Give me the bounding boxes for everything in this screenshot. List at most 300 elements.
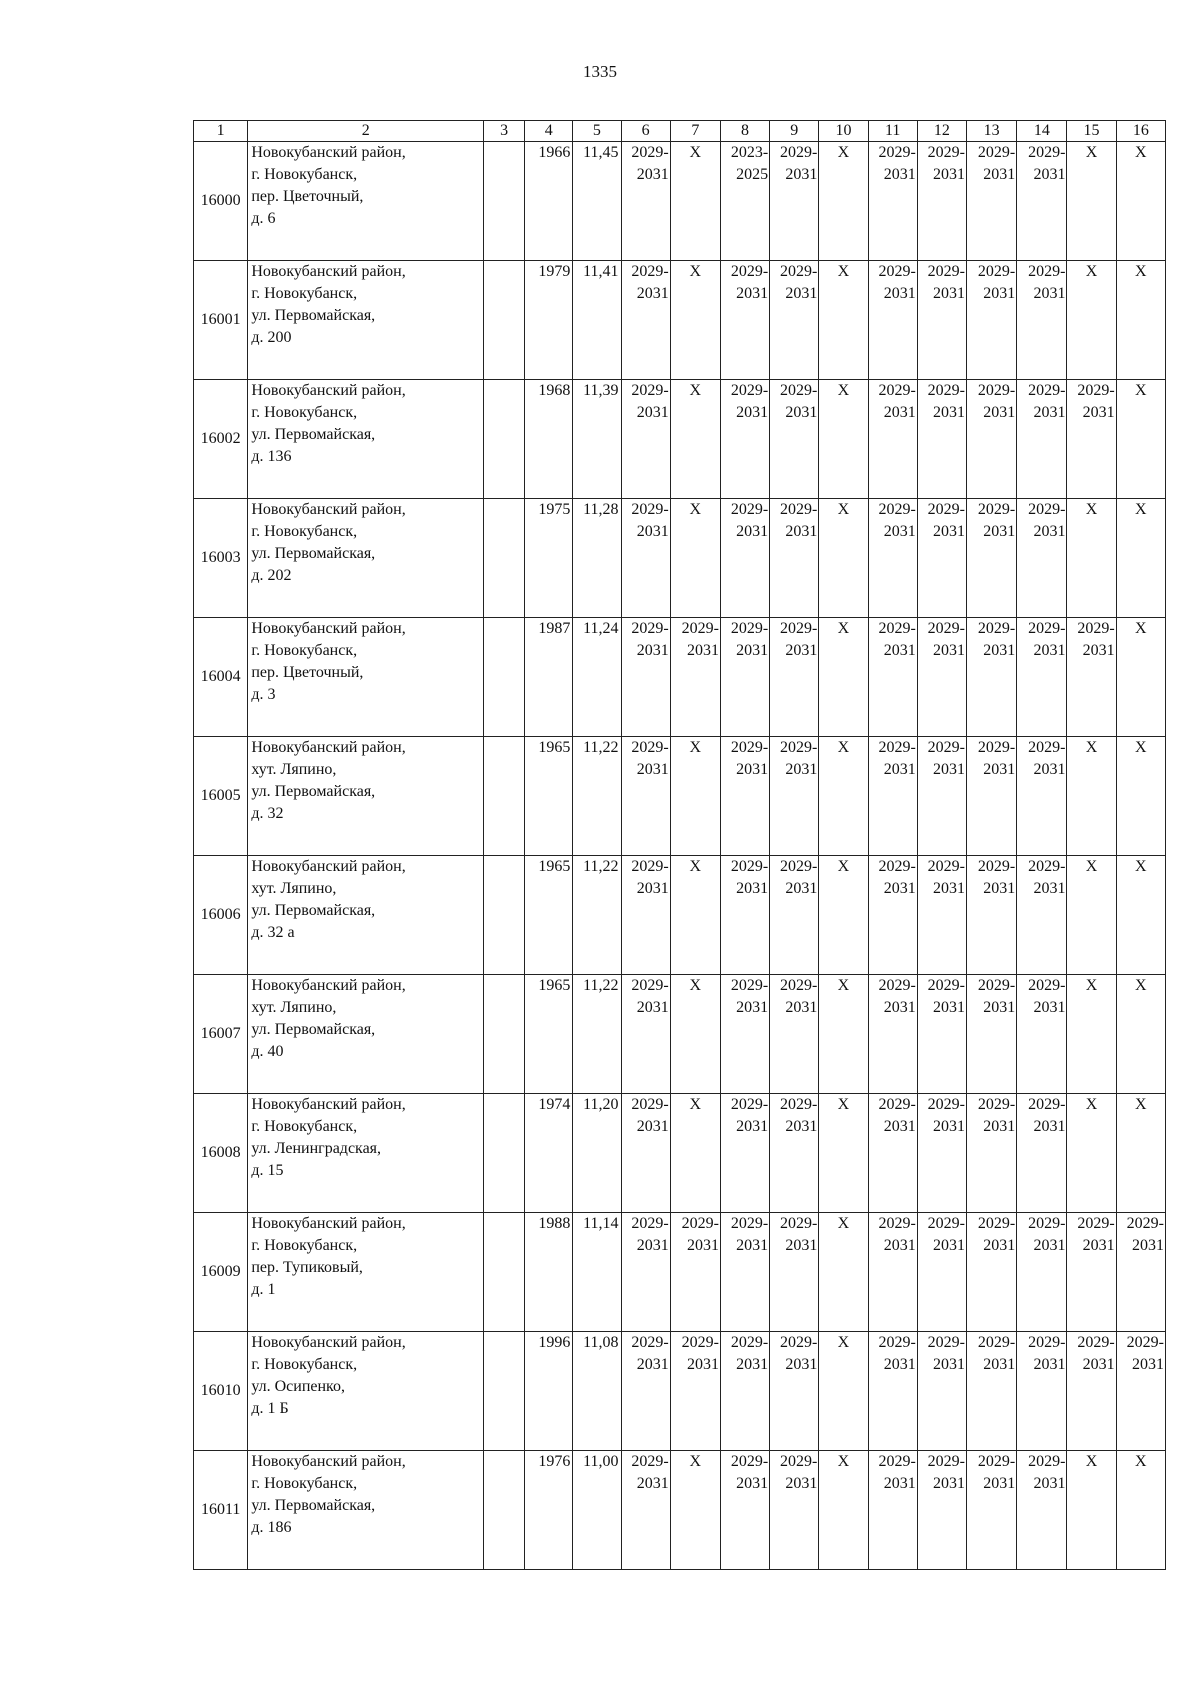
period-start: 2029- bbox=[780, 1453, 818, 1470]
period-cell-c10 bbox=[819, 1213, 868, 1332]
period-end: 2031 bbox=[686, 642, 719, 659]
period-start: 2029- bbox=[780, 1334, 818, 1351]
record-number-cell: 16008 bbox=[194, 1094, 248, 1213]
period-end: 2031 bbox=[983, 1475, 1016, 1492]
period-start: 2029- bbox=[878, 501, 916, 518]
value-cell: 11,28 bbox=[573, 499, 621, 618]
period-start: 2029- bbox=[1028, 1215, 1066, 1232]
period-cell-c14 bbox=[1017, 618, 1067, 737]
period-end: 2031 bbox=[932, 642, 965, 659]
column-3-cell bbox=[484, 975, 525, 1094]
period-cell-c12 bbox=[917, 1332, 966, 1451]
not-applicable-mark: X bbox=[1135, 858, 1147, 875]
address-line: г. Новокубанск, bbox=[251, 1475, 358, 1492]
period-cell-c11 bbox=[868, 1213, 917, 1332]
period-cell-c12 bbox=[917, 1213, 966, 1332]
period-start: 2029- bbox=[730, 977, 769, 994]
column-3-cell bbox=[484, 1094, 525, 1213]
period-end: 2031 bbox=[983, 523, 1016, 540]
value-cell: 11,22 bbox=[573, 737, 621, 856]
period-cell-c6 bbox=[621, 618, 670, 737]
address-line: пер. Цветочный, bbox=[251, 664, 364, 681]
address-line: Новокубанский район, bbox=[251, 977, 406, 994]
period-end: 2031 bbox=[932, 999, 965, 1016]
period-start: 2029- bbox=[681, 1215, 719, 1232]
period-start: 2029- bbox=[927, 977, 965, 994]
period-start: 2029- bbox=[927, 382, 965, 399]
period-cell-c15 bbox=[1067, 499, 1116, 618]
period-cell-c9 bbox=[770, 856, 819, 975]
address-cell bbox=[248, 261, 484, 380]
period-cell-c15 bbox=[1067, 380, 1116, 499]
period-cell-c10 bbox=[819, 261, 868, 380]
period-cell-c10 bbox=[819, 142, 868, 261]
address-line: пер. Цветочный, bbox=[251, 188, 364, 205]
period-start: 2029- bbox=[878, 1215, 916, 1232]
value-cell: 11,41 bbox=[573, 261, 621, 380]
period-end: 2031 bbox=[883, 880, 916, 897]
period-cell-c6 bbox=[621, 1094, 670, 1213]
period-end: 2031 bbox=[686, 1356, 719, 1373]
not-applicable-mark: X bbox=[1135, 1096, 1147, 1113]
column-number-cell: 2 bbox=[248, 121, 484, 142]
period-cell-c13 bbox=[966, 737, 1016, 856]
period-start: 2029- bbox=[681, 1334, 719, 1351]
address-line: Новокубанский район, bbox=[251, 1453, 406, 1470]
period-cell-c13 bbox=[966, 1213, 1016, 1332]
period-end: 2025 bbox=[736, 166, 769, 183]
period-cell-c6 bbox=[621, 499, 670, 618]
period-end: 2031 bbox=[636, 761, 669, 778]
column-number-cell: 16 bbox=[1116, 121, 1165, 142]
address-line: хут. Ляпино, bbox=[251, 999, 337, 1016]
address-line: д. 1 bbox=[251, 1281, 276, 1298]
period-cell-c8 bbox=[720, 380, 769, 499]
address-line: хут. Ляпино, bbox=[251, 880, 337, 897]
address-line: д. 32 а bbox=[251, 924, 295, 941]
period-start: 2029- bbox=[878, 1096, 916, 1113]
period-start: 2029- bbox=[927, 144, 965, 161]
period-cell-c15 bbox=[1067, 261, 1116, 380]
period-cell-c15 bbox=[1067, 142, 1116, 261]
address-line: пер. Тупиковый, bbox=[251, 1259, 363, 1276]
column-number-row bbox=[194, 121, 1166, 142]
period-end: 2031 bbox=[736, 1475, 769, 1492]
period-end: 2031 bbox=[636, 523, 669, 540]
period-cell-c11 bbox=[868, 142, 917, 261]
address-cell bbox=[248, 1332, 484, 1451]
page-number: 1335 bbox=[583, 62, 617, 81]
period-cell-c10 bbox=[819, 737, 868, 856]
period-cell-c7 bbox=[670, 142, 720, 261]
table-row bbox=[194, 499, 1166, 618]
address-line: г. Новокубанск, bbox=[251, 404, 358, 421]
period-end: 2031 bbox=[883, 404, 916, 421]
period-start: 2029- bbox=[1077, 620, 1115, 637]
value-cell: 11,08 bbox=[573, 1332, 621, 1451]
record-number-cell: 16003 bbox=[194, 499, 248, 618]
address-line: Новокубанский район, bbox=[251, 1096, 406, 1113]
not-applicable-mark: X bbox=[837, 263, 850, 280]
period-end: 2031 bbox=[983, 761, 1016, 778]
period-end: 2031 bbox=[1033, 1475, 1066, 1492]
period-cell-c11 bbox=[868, 380, 917, 499]
value-cell: 11,39 bbox=[573, 380, 621, 499]
period-cell-c15 bbox=[1067, 1094, 1116, 1213]
period-start: 2029- bbox=[730, 501, 769, 518]
period-cell-c7 bbox=[670, 1213, 720, 1332]
year-cell: 1996 bbox=[525, 1332, 573, 1451]
period-cell-c8 bbox=[720, 856, 769, 975]
period-cell-c7 bbox=[670, 856, 720, 975]
period-cell-c13 bbox=[966, 1451, 1016, 1570]
not-applicable-mark: X bbox=[689, 739, 702, 756]
address-line: ул. Первомайская, bbox=[251, 902, 376, 919]
column-number-cell: 12 bbox=[917, 121, 966, 142]
period-end: 2031 bbox=[636, 404, 669, 421]
period-cell-c10 bbox=[819, 975, 868, 1094]
column-3-cell bbox=[484, 142, 525, 261]
not-applicable-mark: X bbox=[1085, 1453, 1098, 1470]
period-start: 2029- bbox=[730, 263, 769, 280]
period-cell-c9 bbox=[770, 737, 819, 856]
period-end: 2031 bbox=[1082, 404, 1115, 421]
period-start: 2029- bbox=[927, 858, 965, 875]
not-applicable-mark: X bbox=[1135, 263, 1147, 280]
period-cell-c13 bbox=[966, 975, 1016, 1094]
address-line: хут. Ляпино, bbox=[251, 761, 337, 778]
period-end: 2031 bbox=[736, 1118, 769, 1135]
period-end: 2031 bbox=[983, 999, 1016, 1016]
period-cell-c15 bbox=[1067, 1213, 1116, 1332]
period-cell-c11 bbox=[868, 737, 917, 856]
period-cell-c12 bbox=[917, 499, 966, 618]
period-cell-c13 bbox=[966, 1332, 1016, 1451]
not-applicable-mark: X bbox=[1085, 977, 1098, 994]
period-start: 2029- bbox=[927, 620, 965, 637]
period-cell-c7 bbox=[670, 380, 720, 499]
period-end: 2031 bbox=[636, 1356, 669, 1373]
column-number-cell: 11 bbox=[868, 121, 917, 142]
period-end: 2031 bbox=[883, 761, 916, 778]
period-cell-c6 bbox=[621, 975, 670, 1094]
period-start: 2029- bbox=[631, 977, 669, 994]
not-applicable-mark: X bbox=[837, 501, 850, 518]
period-cell-c6 bbox=[621, 380, 670, 499]
table-row bbox=[194, 142, 1166, 261]
address-cell bbox=[248, 499, 484, 618]
not-applicable-mark: X bbox=[837, 382, 850, 399]
not-applicable-mark: X bbox=[689, 501, 702, 518]
period-start: 2029- bbox=[780, 501, 818, 518]
column-number-cell: 13 bbox=[966, 121, 1016, 142]
period-cell-c7 bbox=[670, 261, 720, 380]
period-end: 2031 bbox=[883, 1475, 916, 1492]
period-end: 2031 bbox=[883, 1237, 916, 1254]
period-cell-c7 bbox=[670, 737, 720, 856]
address-cell bbox=[248, 975, 484, 1094]
table-row bbox=[194, 1451, 1166, 1570]
period-start: 2029- bbox=[730, 620, 769, 637]
period-start: 2029- bbox=[977, 977, 1016, 994]
not-applicable-mark: X bbox=[837, 144, 850, 161]
period-end: 2031 bbox=[1033, 523, 1066, 540]
period-start: 2029- bbox=[878, 739, 916, 756]
period-cell-c16 bbox=[1116, 380, 1165, 499]
period-cell-c16 bbox=[1116, 856, 1165, 975]
period-start: 2029- bbox=[878, 144, 916, 161]
period-end: 2031 bbox=[736, 1237, 769, 1254]
column-3-cell bbox=[484, 380, 525, 499]
period-end: 2031 bbox=[983, 285, 1016, 302]
period-cell-c11 bbox=[868, 1094, 917, 1213]
period-end: 2031 bbox=[883, 523, 916, 540]
period-end: 2031 bbox=[932, 761, 965, 778]
period-start: 2029- bbox=[780, 382, 818, 399]
period-end: 2031 bbox=[636, 642, 669, 659]
column-3-cell bbox=[484, 856, 525, 975]
address-line: ул. Первомайская, bbox=[251, 1021, 376, 1038]
address-line: г. Новокубанск, bbox=[251, 1356, 358, 1373]
period-start: 2029- bbox=[631, 858, 669, 875]
period-cell-c16 bbox=[1116, 1451, 1165, 1570]
table-row bbox=[194, 1213, 1166, 1332]
year-cell: 1968 bbox=[525, 380, 573, 499]
period-end: 2031 bbox=[686, 1237, 719, 1254]
period-start: 2029- bbox=[631, 739, 669, 756]
period-cell-c14 bbox=[1017, 499, 1067, 618]
address-line: Новокубанский район, bbox=[251, 620, 406, 637]
period-start: 2029- bbox=[878, 858, 916, 875]
period-end: 2031 bbox=[636, 285, 669, 302]
period-end: 2031 bbox=[1033, 999, 1066, 1016]
period-start: 2029- bbox=[780, 1096, 818, 1113]
address-cell bbox=[248, 618, 484, 737]
period-cell-c13 bbox=[966, 1094, 1016, 1213]
period-cell-c10 bbox=[819, 856, 868, 975]
period-start: 2029- bbox=[1028, 858, 1066, 875]
not-applicable-mark: X bbox=[1135, 501, 1147, 518]
period-end: 2031 bbox=[983, 1118, 1016, 1135]
period-cell-c14 bbox=[1017, 975, 1067, 1094]
column-3-cell bbox=[484, 737, 525, 856]
period-cell-c14 bbox=[1017, 1094, 1067, 1213]
period-cell-c8 bbox=[720, 499, 769, 618]
period-start: 2029- bbox=[1028, 977, 1066, 994]
period-cell-c11 bbox=[868, 1332, 917, 1451]
period-cell-c14 bbox=[1017, 856, 1067, 975]
period-cell-c12 bbox=[917, 737, 966, 856]
period-start: 2029- bbox=[927, 1453, 965, 1470]
period-cell-c16 bbox=[1116, 261, 1165, 380]
not-applicable-mark: X bbox=[1135, 382, 1147, 399]
record-number-cell: 16010 bbox=[194, 1332, 248, 1451]
period-end: 2031 bbox=[736, 880, 769, 897]
column-number-cell: 6 bbox=[621, 121, 670, 142]
period-start: 2029- bbox=[1028, 382, 1066, 399]
value-cell: 11,14 bbox=[573, 1213, 621, 1332]
period-start: 2029- bbox=[730, 1453, 769, 1470]
period-cell-c11 bbox=[868, 499, 917, 618]
period-start: 2029- bbox=[977, 858, 1016, 875]
year-cell: 1975 bbox=[525, 499, 573, 618]
address-line: ул. Осипенко, bbox=[251, 1378, 346, 1395]
period-cell-c11 bbox=[868, 261, 917, 380]
value-cell: 11,20 bbox=[573, 1094, 621, 1213]
period-cell-c12 bbox=[917, 1094, 966, 1213]
period-cell-c7 bbox=[670, 975, 720, 1094]
period-cell-c8 bbox=[720, 618, 769, 737]
period-cell-c10 bbox=[819, 1094, 868, 1213]
period-end: 2031 bbox=[1033, 404, 1066, 421]
period-cell-c12 bbox=[917, 1451, 966, 1570]
period-cell-c8 bbox=[720, 1213, 769, 1332]
period-start: 2029- bbox=[730, 1096, 769, 1113]
column-number-cell: 9 bbox=[770, 121, 819, 142]
period-end: 2031 bbox=[736, 404, 769, 421]
period-start: 2029- bbox=[631, 1096, 669, 1113]
year-cell: 1987 bbox=[525, 618, 573, 737]
period-end: 2031 bbox=[785, 761, 818, 778]
period-cell-c16 bbox=[1116, 499, 1165, 618]
year-cell: 1979 bbox=[525, 261, 573, 380]
period-start: 2029- bbox=[780, 620, 818, 637]
period-cell-c15 bbox=[1067, 856, 1116, 975]
table-row bbox=[194, 618, 1166, 737]
period-end: 2031 bbox=[1033, 880, 1066, 897]
address-line: д. 6 bbox=[251, 210, 276, 227]
period-end: 2031 bbox=[983, 1356, 1016, 1373]
period-start: 2029- bbox=[631, 263, 669, 280]
period-cell-c16 bbox=[1116, 1213, 1165, 1332]
period-cell-c16 bbox=[1116, 737, 1165, 856]
period-end: 2031 bbox=[736, 523, 769, 540]
period-cell-c15 bbox=[1067, 1332, 1116, 1451]
not-applicable-mark: X bbox=[1085, 1096, 1098, 1113]
period-end: 2031 bbox=[736, 1356, 769, 1373]
address-line: ул. Ленинградская, bbox=[251, 1140, 382, 1157]
column-number-cell: 3 bbox=[484, 121, 525, 142]
address-line: г. Новокубанск, bbox=[251, 285, 358, 302]
not-applicable-mark: X bbox=[1135, 620, 1147, 637]
period-end: 2031 bbox=[1132, 1356, 1164, 1373]
address-line: д. 136 bbox=[251, 448, 292, 465]
not-applicable-mark: X bbox=[837, 620, 850, 637]
period-cell-c8 bbox=[720, 737, 769, 856]
not-applicable-mark: X bbox=[837, 1453, 850, 1470]
record-number-cell: 16011 bbox=[194, 1451, 248, 1570]
column-3-cell bbox=[484, 1213, 525, 1332]
record-number-cell: 16009 bbox=[194, 1213, 248, 1332]
period-start: 2029- bbox=[1028, 620, 1066, 637]
period-cell-c14 bbox=[1017, 380, 1067, 499]
not-applicable-mark: X bbox=[1135, 977, 1147, 994]
period-cell-c13 bbox=[966, 142, 1016, 261]
address-line: д. 186 bbox=[251, 1519, 292, 1536]
not-applicable-mark: X bbox=[1135, 1453, 1147, 1470]
column-3-cell bbox=[484, 618, 525, 737]
table-row bbox=[194, 261, 1166, 380]
not-applicable-mark: X bbox=[1135, 739, 1147, 756]
address-line: Новокубанский район, bbox=[251, 501, 406, 518]
period-end: 2031 bbox=[883, 166, 916, 183]
period-start: 2029- bbox=[977, 1334, 1016, 1351]
period-end: 2031 bbox=[636, 1237, 669, 1254]
table-row bbox=[194, 1332, 1166, 1451]
period-start: 2029- bbox=[878, 1453, 916, 1470]
column-number-cell: 14 bbox=[1017, 121, 1067, 142]
not-applicable-mark: X bbox=[689, 977, 702, 994]
period-cell-c15 bbox=[1067, 1451, 1116, 1570]
period-start: 2029- bbox=[681, 620, 719, 637]
period-end: 2031 bbox=[785, 1237, 818, 1254]
table-row bbox=[194, 380, 1166, 499]
period-cell-c7 bbox=[670, 618, 720, 737]
not-applicable-mark: X bbox=[1135, 144, 1147, 161]
period-end: 2031 bbox=[636, 1118, 669, 1135]
period-cell-c8 bbox=[720, 142, 769, 261]
period-cell-c12 bbox=[917, 618, 966, 737]
period-start: 2029- bbox=[780, 144, 818, 161]
period-cell-c9 bbox=[770, 618, 819, 737]
address-line: д. 200 bbox=[251, 329, 292, 346]
not-applicable-mark: X bbox=[689, 144, 702, 161]
year-cell: 1966 bbox=[525, 142, 573, 261]
period-start: 2029- bbox=[631, 382, 669, 399]
period-cell-c14 bbox=[1017, 737, 1067, 856]
address-line: Новокубанский район, bbox=[251, 1215, 406, 1232]
column-3-cell bbox=[484, 499, 525, 618]
period-end: 2031 bbox=[883, 1118, 916, 1135]
period-end: 2031 bbox=[932, 1356, 965, 1373]
period-start: 2029- bbox=[878, 1334, 916, 1351]
period-cell-c14 bbox=[1017, 1332, 1067, 1451]
period-cell-c13 bbox=[966, 856, 1016, 975]
period-end: 2031 bbox=[785, 999, 818, 1016]
period-start: 2029- bbox=[977, 1096, 1016, 1113]
period-cell-c16 bbox=[1116, 1332, 1165, 1451]
period-cell-c7 bbox=[670, 1332, 720, 1451]
period-cell-c6 bbox=[621, 261, 670, 380]
table-row bbox=[194, 975, 1166, 1094]
period-end: 2031 bbox=[785, 642, 818, 659]
period-cell-c14 bbox=[1017, 142, 1067, 261]
period-start: 2029- bbox=[1028, 1453, 1066, 1470]
year-cell: 1965 bbox=[525, 737, 573, 856]
table-row bbox=[194, 737, 1166, 856]
address-line: ул. Первомайская, bbox=[251, 307, 376, 324]
period-end: 2031 bbox=[983, 880, 1016, 897]
record-number-cell: 16002 bbox=[194, 380, 248, 499]
period-end: 2031 bbox=[785, 1356, 818, 1373]
not-applicable-mark: X bbox=[689, 858, 702, 875]
address-cell bbox=[248, 737, 484, 856]
period-start: 2029- bbox=[977, 382, 1016, 399]
period-start: 2029- bbox=[878, 977, 916, 994]
period-end: 2031 bbox=[932, 166, 965, 183]
column-number-cell: 7 bbox=[670, 121, 720, 142]
address-line: Новокубанский район, bbox=[251, 382, 406, 399]
period-cell-c14 bbox=[1017, 1451, 1067, 1570]
period-end: 2031 bbox=[1033, 285, 1066, 302]
period-cell-c6 bbox=[621, 1213, 670, 1332]
period-cell-c10 bbox=[819, 1451, 868, 1570]
address-line: ул. Первомайская, bbox=[251, 426, 376, 443]
period-start: 2029- bbox=[1028, 501, 1066, 518]
period-cell-c9 bbox=[770, 261, 819, 380]
period-cell-c14 bbox=[1017, 261, 1067, 380]
not-applicable-mark: X bbox=[689, 263, 702, 280]
